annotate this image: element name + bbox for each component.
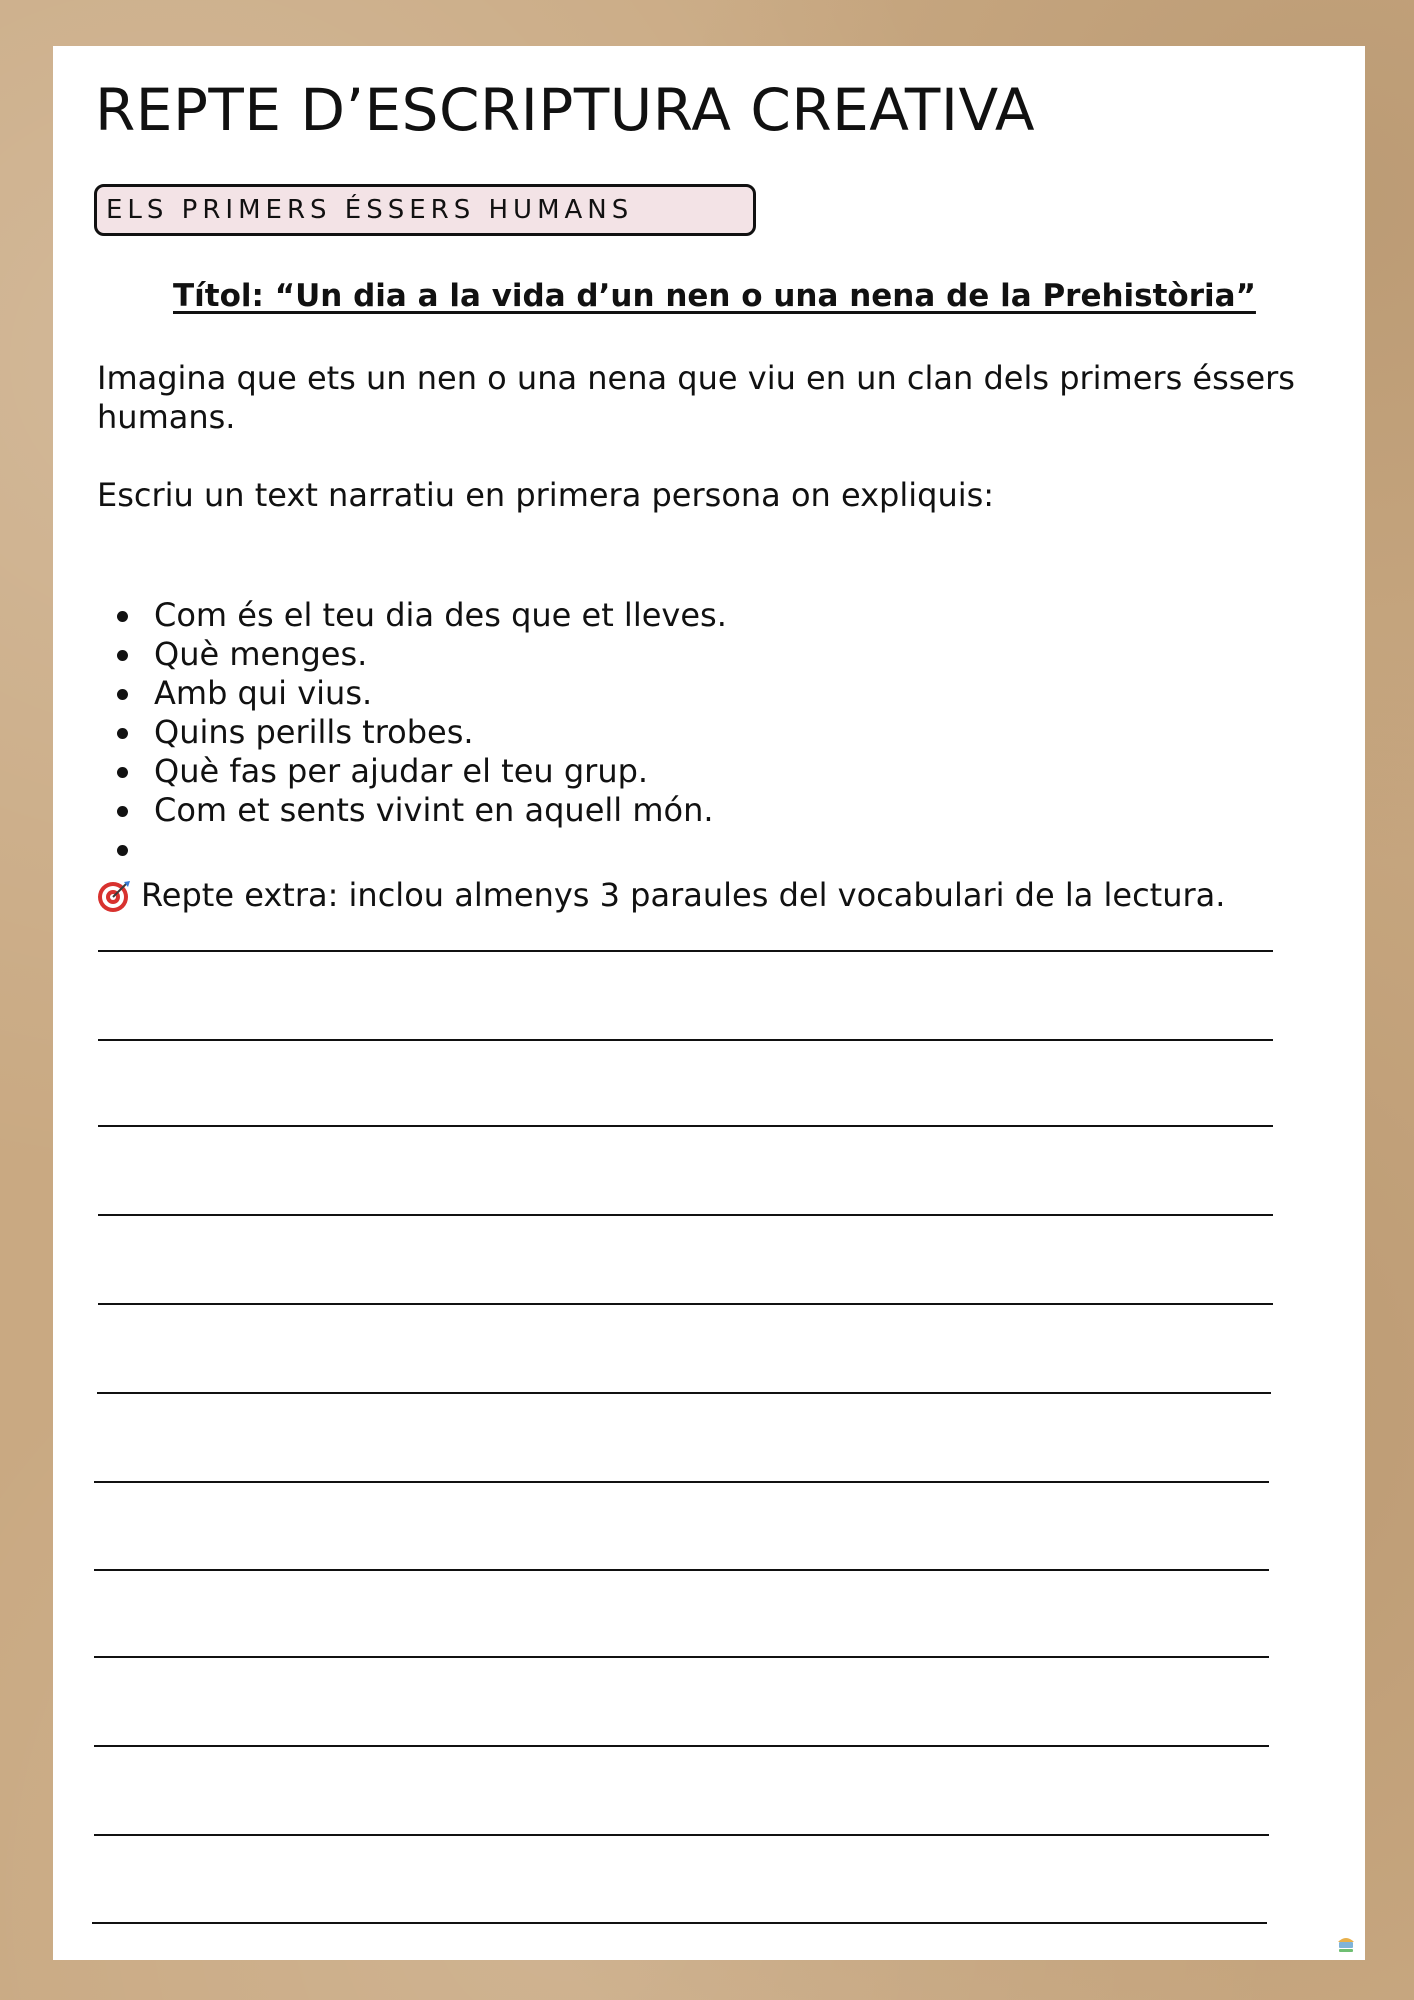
extra-challenge-text: Repte extra: inclou almenys 3 paraules del vocabulari de la lectura. — [141, 876, 1226, 914]
writing-title: Títol: “Un dia a la vida d’un nen o una nena de la Prehistòria” — [173, 278, 1256, 314]
writing-line — [94, 1481, 1269, 1483]
target-icon — [97, 879, 131, 913]
task-item: Com és el teu dia des que et lleves. — [97, 596, 727, 635]
page-title: REPTE D’ESCRIPTURA CREATIVA — [95, 76, 1036, 144]
writing-line — [98, 1039, 1273, 1041]
prompt-paragraph: Escriu un text narratiu en primera persona on expliquis: — [97, 476, 995, 514]
task-list — [97, 596, 727, 869]
task-item: Què fas per ajudar el teu grup. — [97, 752, 727, 791]
writing-line — [92, 1922, 1267, 1924]
writing-line — [97, 1392, 1271, 1394]
logo-icon — [1335, 1932, 1357, 1954]
writing-line — [94, 1656, 1269, 1658]
extra-challenge — [97, 876, 1225, 915]
intro-paragraph: Imagina que ets un nen o una nena que viu en un clan dels primers éssers humans. — [97, 359, 1295, 436]
writing-line — [98, 1214, 1273, 1216]
writing-line — [94, 1834, 1269, 1836]
task-item: Quins perills trobes. — [97, 713, 727, 752]
topic-label: ELS PRIMERS ÉSSERS HUMANS — [106, 195, 634, 225]
task-item: Amb qui vius. — [97, 674, 727, 713]
task-item-empty — [97, 830, 727, 869]
task-item: Com et sents vivint en aquell món. — [97, 791, 727, 830]
task-item: Què menges. — [97, 635, 727, 674]
worksheet-page — [53, 46, 1365, 1960]
writing-line — [98, 1303, 1273, 1305]
writing-line — [98, 950, 1273, 952]
writing-line — [98, 1125, 1273, 1127]
topic-badge — [94, 184, 756, 236]
writing-line — [94, 1745, 1269, 1747]
writing-line — [94, 1569, 1269, 1571]
